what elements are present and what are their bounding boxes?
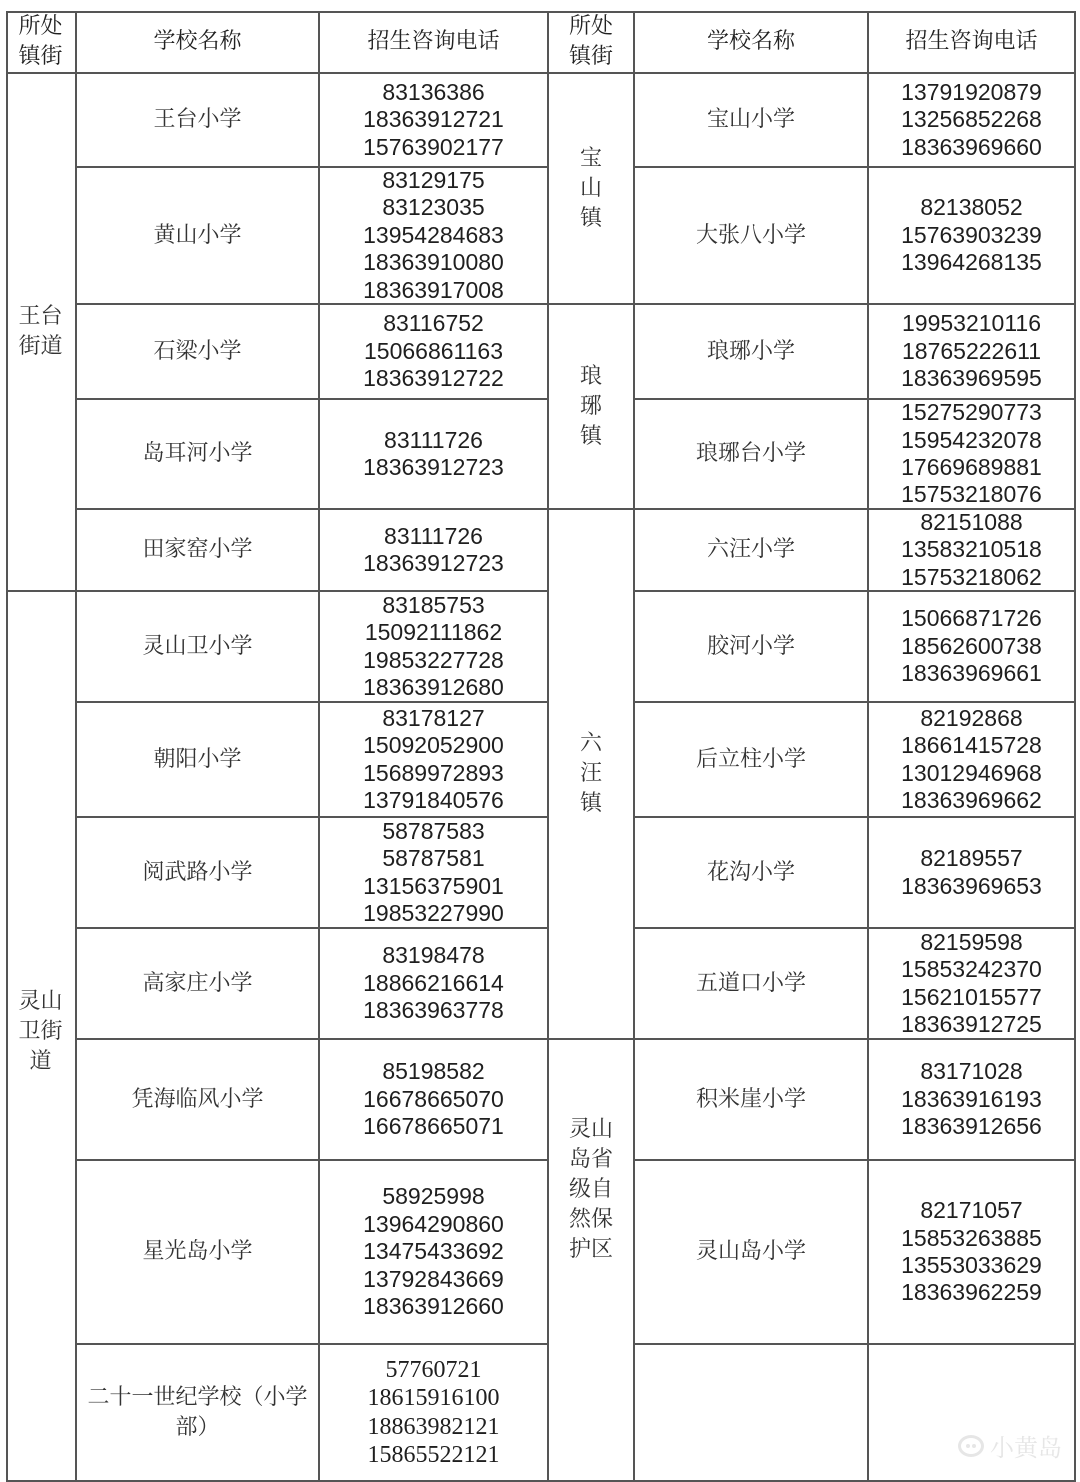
district-cell	[549, 305, 635, 510]
phone-number: 18363969595	[901, 365, 1042, 392]
phone-list	[901, 310, 1042, 392]
phone-number: 15853242370	[901, 956, 1042, 983]
phone-number: 13964268135	[901, 249, 1042, 276]
school-cell	[77, 703, 320, 818]
phone-list	[363, 79, 504, 161]
phone-number: 19853227990	[363, 899, 504, 926]
school-name: 灵山岛小学	[695, 1239, 806, 1264]
phone-list	[363, 310, 504, 392]
school-name: 琅琊小学	[706, 338, 795, 364]
phone-number: 83123035	[382, 194, 485, 221]
phone-number: 18562600738	[901, 632, 1042, 659]
phone-number: 15954232078	[901, 426, 1042, 453]
phone-number: 15853263885	[901, 1224, 1042, 1251]
phone-cell	[869, 400, 1076, 510]
phone-cell	[869, 592, 1076, 703]
phone-number: 19953210116	[902, 310, 1041, 337]
phone-list	[363, 705, 504, 815]
school-cell	[77, 168, 320, 305]
phone-number: 83136386	[382, 78, 485, 105]
school-name: 二十一世纪学校（小学部）	[87, 1384, 308, 1440]
phone-cell	[320, 1345, 549, 1482]
district-name	[580, 729, 602, 819]
phone-number: 15865522121	[367, 1442, 500, 1468]
phone-number: 82189557	[920, 845, 1023, 872]
school-name: 星光岛小学	[142, 1239, 253, 1264]
phone-list	[363, 1058, 504, 1140]
phone-number: 82192868	[920, 704, 1023, 731]
watermark	[958, 1428, 1062, 1463]
phone-number: 18363917008	[363, 276, 504, 303]
district-name	[569, 1115, 613, 1265]
school-name: 灵山卫小学	[142, 633, 253, 659]
phone-number: 18363912722	[363, 365, 504, 392]
phone-number: 58787583	[382, 817, 485, 844]
district-name-line: 汪	[579, 761, 602, 786]
school-cell	[635, 400, 869, 510]
phone-cell	[869, 168, 1076, 305]
phone-number: 18363963778	[363, 997, 504, 1024]
district-name-line: 级自	[568, 1177, 613, 1202]
phone-number: 18661415728	[901, 732, 1042, 759]
district-cell	[549, 510, 635, 1040]
school-name: 花沟小学	[706, 859, 795, 885]
phone-number: 18363912721	[363, 106, 504, 133]
phone-cell	[869, 510, 1076, 592]
district-name	[18, 302, 62, 362]
district-name-line: 灵山	[568, 1117, 613, 1142]
school-name: 五道口小学	[695, 970, 806, 996]
phone-cell	[320, 400, 549, 510]
phone-number: 82138052	[920, 194, 1023, 221]
phone-cell	[320, 703, 549, 818]
district-cell	[6, 74, 77, 592]
header-cell-district	[6, 11, 77, 74]
school-name: 黄山小学	[153, 222, 242, 248]
phone-number: 18363912725	[901, 1010, 1042, 1037]
phone-cell	[320, 592, 549, 703]
phone-list	[363, 818, 504, 928]
phone-cell	[869, 74, 1076, 168]
phone-number: 82171057	[920, 1197, 1023, 1224]
header-cell-school	[635, 11, 869, 74]
school-cell	[635, 510, 869, 592]
phone-list	[363, 167, 504, 304]
school-cell	[635, 818, 869, 929]
school-cell	[77, 592, 320, 703]
phone-number: 57760721	[385, 1356, 482, 1383]
phone-list	[901, 605, 1042, 687]
school-name: 积米崖小学	[695, 1086, 806, 1112]
district-cell	[549, 1040, 635, 1482]
phone-cell	[320, 929, 549, 1040]
school-cell	[77, 400, 320, 510]
phone-number: 18363969662	[901, 786, 1042, 813]
school-cell	[77, 74, 320, 168]
district-name-line: 琅	[579, 363, 602, 389]
school-name: 朝阳小学	[153, 746, 242, 772]
phone-list	[901, 845, 1042, 900]
phone-number: 83111726	[384, 522, 483, 549]
phone-number: 18363912680	[363, 673, 504, 700]
phone-number: 82151088	[920, 508, 1023, 535]
school-name: 大张八小学	[695, 222, 806, 248]
district-name-line: 街道	[18, 334, 63, 359]
phone-number: 18363969653	[901, 872, 1042, 899]
school-cell	[635, 1161, 869, 1345]
phone-number: 83129175	[382, 166, 485, 193]
phone-list	[901, 1058, 1042, 1140]
phone-number: 15275290773	[901, 399, 1042, 426]
phone-number: 13583210518	[901, 536, 1042, 563]
phone-cell	[320, 74, 549, 168]
district-cell	[549, 74, 635, 305]
phone-number: 13256852268	[901, 106, 1042, 133]
phone-number: 13553033629	[901, 1252, 1042, 1278]
phone-list	[363, 1183, 504, 1320]
phone-number: 19853227728	[363, 646, 504, 673]
school-name: 宝山小学	[706, 107, 795, 132]
phone-number: 18615916100	[367, 1385, 500, 1411]
school-cell	[77, 1040, 320, 1161]
school-name: 田家窑小学	[142, 537, 253, 562]
phone-cell	[320, 818, 549, 929]
phone-number: 15753218062	[901, 563, 1042, 590]
school-cell	[635, 168, 869, 305]
phone-number: 15066861163	[364, 337, 503, 364]
header-cell-district	[549, 11, 635, 74]
phone-list	[901, 399, 1042, 509]
district-name-line: 护区	[568, 1237, 613, 1262]
phone-list	[368, 1356, 500, 1470]
school-name: 王台小学	[153, 107, 242, 132]
phone-number: 15092052900	[363, 732, 504, 759]
phone-number: 16678665071	[363, 1113, 504, 1140]
phone-list	[363, 942, 504, 1024]
phone-number: 83116752	[383, 310, 484, 337]
phone-number: 13791920879	[901, 78, 1042, 105]
district-name-line: 镇	[579, 205, 602, 231]
school-cell	[635, 305, 869, 400]
district-name-line: 镇	[579, 791, 602, 816]
school-name: 胶河小学	[706, 633, 795, 659]
phone-cell	[869, 703, 1076, 818]
phone-number: 18363912656	[901, 1113, 1042, 1140]
phone-cell	[320, 510, 549, 592]
phone-number: 83185753	[382, 591, 485, 618]
phone-number: 18863982121	[367, 1413, 500, 1440]
phone-number: 15753218076	[901, 481, 1042, 508]
phone-number: 15621015577	[901, 983, 1042, 1010]
header-school-label: 学校名称	[706, 28, 795, 54]
phone-cell	[869, 929, 1076, 1040]
district-name-line: 琊	[579, 393, 602, 419]
enrollment-contact-table	[6, 11, 1076, 1481]
phone-number: 17669689881	[901, 454, 1042, 480]
school-name: 阅武路小学	[142, 859, 253, 885]
phone-number: 15763902177	[363, 133, 504, 160]
school-name: 高家庄小学	[142, 970, 253, 996]
phone-number: 85198582	[382, 1058, 485, 1085]
phone-list	[363, 592, 504, 702]
phone-number: 18363910080	[363, 249, 504, 276]
phone-list	[901, 1197, 1042, 1307]
header-district-label: 所处 镇街	[568, 13, 613, 69]
phone-number: 15763903239	[901, 221, 1042, 248]
district-name-line: 山	[579, 175, 602, 201]
header-phone-label: 招生咨询电话	[905, 28, 1038, 54]
phone-number: 15092111862	[364, 619, 503, 646]
phone-number: 18363912723	[363, 454, 504, 480]
phone-number: 83111726	[384, 426, 483, 453]
phone-list	[901, 79, 1042, 161]
phone-list	[901, 929, 1042, 1039]
phone-number: 13791840576	[363, 786, 504, 813]
school-cell	[635, 592, 869, 703]
district-name	[18, 987, 62, 1077]
school-name: 六汪小学	[706, 537, 795, 562]
district-name-line: 然保	[568, 1207, 613, 1232]
district-name-line: 卫街	[18, 1019, 63, 1044]
phone-cell	[320, 168, 549, 305]
phone-list	[363, 523, 504, 578]
school-cell	[635, 929, 869, 1040]
phone-cell	[869, 1040, 1076, 1161]
phone-cell	[320, 305, 549, 400]
header-cell-phone	[320, 11, 549, 74]
phone-number: 16678665070	[363, 1085, 504, 1112]
school-cell	[77, 510, 320, 592]
school-cell	[77, 1161, 320, 1345]
phone-cell	[869, 818, 1076, 929]
header-school-label: 学校名称	[153, 28, 242, 54]
district-name-line: 岛省	[568, 1147, 613, 1172]
phone-number: 83171028	[920, 1058, 1023, 1085]
phone-cell	[869, 1161, 1076, 1345]
phone-list	[363, 427, 504, 482]
phone-number: 18765222611	[902, 337, 1041, 364]
school-cell	[635, 1345, 869, 1482]
school-name: 琅琊台小学	[695, 441, 806, 466]
district-name	[580, 144, 602, 234]
district-name	[580, 362, 602, 452]
phone-number: 18363912660	[363, 1293, 504, 1320]
phone-number: 18363969660	[901, 133, 1042, 160]
watermark-text: 小黄岛	[990, 1434, 1062, 1462]
phone-number: 18363969661	[901, 660, 1042, 687]
school-cell	[77, 305, 320, 400]
phone-number: 82159598	[920, 928, 1023, 955]
header-phone-label: 招生咨询电话	[367, 28, 500, 54]
header-cell-phone	[869, 11, 1076, 74]
district-name-line: 道	[29, 1049, 52, 1074]
district-cell	[6, 592, 77, 1482]
district-name-line: 宝	[579, 145, 602, 171]
phone-list	[901, 705, 1042, 815]
phone-number: 83178127	[382, 704, 485, 731]
phone-number: 13475433692	[363, 1238, 504, 1265]
district-name-line: 六	[579, 731, 602, 756]
phone-list	[901, 509, 1042, 591]
school-cell	[77, 818, 320, 929]
header-cell-school	[77, 11, 320, 74]
school-name: 石梁小学	[153, 338, 242, 364]
watermark-logo-icon	[958, 1435, 984, 1457]
school-cell	[635, 703, 869, 818]
phone-number: 15066871726	[901, 605, 1042, 632]
phone-number: 58925998	[382, 1183, 485, 1210]
phone-number: 13964290860	[363, 1210, 504, 1237]
district-name-line: 灵山	[18, 989, 63, 1014]
phone-number: 15689972893	[363, 759, 504, 786]
school-cell	[635, 74, 869, 168]
phone-number: 13156375901	[363, 872, 504, 899]
school-name: 后立柱小学	[695, 746, 806, 772]
district-name-line: 王台	[18, 304, 63, 329]
school-cell	[77, 1345, 320, 1482]
school-cell	[635, 1040, 869, 1161]
phone-number: 83198478	[382, 942, 485, 969]
school-name: 凭海临风小学	[131, 1086, 264, 1112]
phone-number: 58787581	[382, 845, 485, 872]
school-name: 岛耳河小学	[142, 441, 253, 466]
district-name-line: 镇	[579, 423, 602, 449]
phone-number: 18866216614	[363, 969, 504, 996]
phone-cell	[320, 1040, 549, 1161]
phone-number: 13012946968	[901, 759, 1042, 786]
phone-number: 13792843669	[363, 1265, 504, 1292]
header-district-label: 所处 镇街	[18, 13, 63, 69]
phone-list	[901, 194, 1042, 276]
school-cell	[77, 929, 320, 1040]
phone-cell	[320, 1161, 549, 1345]
phone-number: 18363962259	[901, 1279, 1042, 1306]
phone-number: 18363912723	[363, 550, 504, 576]
phone-number: 18363916193	[901, 1085, 1042, 1112]
phone-number: 13954284683	[363, 221, 504, 248]
phone-cell	[869, 305, 1076, 400]
